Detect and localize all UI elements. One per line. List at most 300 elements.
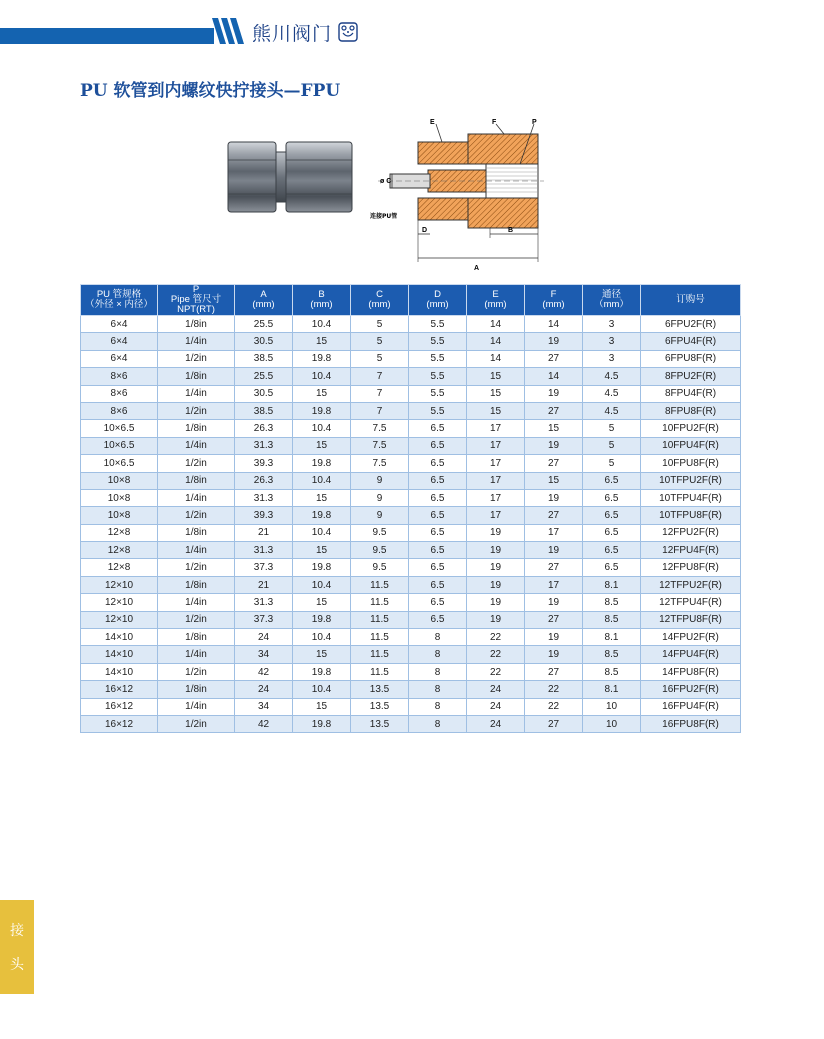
table-cell: 14FPU8F(R) (641, 663, 741, 680)
table-cell: 10×6.5 (81, 420, 158, 437)
table-cell: 15 (293, 385, 351, 402)
table-cell: 27 (525, 663, 583, 680)
table-cell: 6.5 (409, 489, 467, 506)
table-cell: 14 (525, 368, 583, 385)
column-header (409, 285, 467, 316)
table-cell: 10.4 (293, 524, 351, 541)
table-cell: 31.3 (235, 542, 293, 559)
table-cell: 19 (467, 524, 525, 541)
table-cell: 1/4in (158, 646, 235, 663)
table-row (81, 402, 741, 419)
column-header-text: (mm) (426, 299, 449, 310)
table-cell: 17 (525, 576, 583, 593)
table-cell: 17 (467, 472, 525, 489)
table-cell: 16×12 (81, 681, 158, 698)
table-cell: 16FPU2F(R) (641, 681, 741, 698)
table-cell: 25.5 (235, 316, 293, 333)
table-cell: 4.5 (583, 402, 641, 419)
page-title: PU 软管到内螺纹快拧接头—FPU (80, 81, 341, 101)
table-row (81, 594, 741, 611)
table-cell: 24 (467, 698, 525, 715)
table-cell: 26.3 (235, 420, 293, 437)
table-cell: 1/8in (158, 576, 235, 593)
table-cell: 15 (293, 646, 351, 663)
table-cell: 12FPU2F(R) (641, 524, 741, 541)
table-cell: 8 (409, 698, 467, 715)
table-cell: 14 (467, 350, 525, 367)
table-cell: 25.5 (235, 368, 293, 385)
table-cell: 39.3 (235, 455, 293, 472)
table-cell: 42 (235, 715, 293, 732)
table-cell: 19 (525, 385, 583, 402)
table-cell: 31.3 (235, 437, 293, 454)
table-cell: 1/4in (158, 489, 235, 506)
column-header-text: D (434, 289, 441, 300)
column-header-text: NPT(RT) (177, 304, 215, 315)
table-cell: 19 (467, 576, 525, 593)
section-side-tab (0, 900, 34, 994)
table-cell: 10FPU2F(R) (641, 420, 741, 437)
table-cell: 27 (525, 402, 583, 419)
table-cell: 19 (525, 333, 583, 350)
table-row (81, 646, 741, 663)
table-cell: 9.5 (351, 524, 409, 541)
table-cell: 15 (525, 420, 583, 437)
table-cell: 16FPU8F(R) (641, 715, 741, 732)
table-cell: 27 (525, 715, 583, 732)
table-cell: 5.5 (409, 368, 467, 385)
table-cell: 22 (467, 646, 525, 663)
table-cell: 11.5 (351, 663, 409, 680)
table-cell: 19.8 (293, 559, 351, 576)
column-header (351, 285, 409, 316)
table-row (81, 611, 741, 628)
table-cell: 11.5 (351, 611, 409, 628)
table-cell: 15 (293, 489, 351, 506)
table-cell: 8 (409, 681, 467, 698)
table-cell: 30.5 (235, 333, 293, 350)
table-cell: 7 (351, 402, 409, 419)
table-cell: 31.3 (235, 594, 293, 611)
table-row (81, 368, 741, 385)
column-header-text: （外径 × 内径） (85, 299, 153, 310)
table-cell: 26.3 (235, 472, 293, 489)
table-cell: 34 (235, 646, 293, 663)
table-cell: 10.4 (293, 420, 351, 437)
table-cell: 7.5 (351, 455, 409, 472)
label-f: F (492, 119, 497, 126)
column-header-text: Pipe 管尺寸 (170, 294, 222, 305)
table-cell: 6.5 (409, 455, 467, 472)
table-cell: 30.5 (235, 385, 293, 402)
table-cell: 12TFPU2F(R) (641, 576, 741, 593)
table-cell: 9 (351, 489, 409, 506)
table-cell: 10×8 (81, 507, 158, 524)
table-cell: 6.5 (583, 542, 641, 559)
table-cell: 10×6.5 (81, 455, 158, 472)
table-cell: 19.8 (293, 402, 351, 419)
table-cell: 1/2in (158, 507, 235, 524)
table-cell: 10FPU4F(R) (641, 437, 741, 454)
table-cell: 6×4 (81, 316, 158, 333)
table-row (81, 524, 741, 541)
table-cell: 3 (583, 316, 641, 333)
table-cell: 12×8 (81, 524, 158, 541)
table-cell: 8.1 (583, 629, 641, 646)
table-row (81, 542, 741, 559)
table-cell: 6.5 (409, 437, 467, 454)
table-cell: 42 (235, 663, 293, 680)
header-bar (0, 28, 214, 44)
table-cell: 8.5 (583, 611, 641, 628)
table-cell: 1/2in (158, 350, 235, 367)
table-cell: 10.4 (293, 316, 351, 333)
table-cell: 1/4in (158, 698, 235, 715)
table-cell: 8 (409, 646, 467, 663)
table-cell: 22 (525, 681, 583, 698)
table-cell: 5 (351, 350, 409, 367)
dimension-drawing (368, 112, 548, 272)
table-cell: 12×10 (81, 576, 158, 593)
table-row (81, 629, 741, 646)
table-cell: 10FPU8F(R) (641, 455, 741, 472)
table-cell: 12TFPU8F(R) (641, 611, 741, 628)
table-cell: 1/4in (158, 333, 235, 350)
table-cell: 10.4 (293, 472, 351, 489)
table-cell: 5 (351, 316, 409, 333)
column-header-text: P (192, 284, 200, 295)
table-cell: 6.5 (583, 472, 641, 489)
table-cell: 19 (525, 646, 583, 663)
table-cell: 1/8in (158, 316, 235, 333)
table-cell: 1/2in (158, 559, 235, 576)
table-cell: 1/2in (158, 611, 235, 628)
table-cell: 12FPU8F(R) (641, 559, 741, 576)
fitting-photo (222, 130, 356, 222)
column-header-text: E (492, 289, 499, 300)
table-cell: 19.8 (293, 611, 351, 628)
table-cell: 6.5 (409, 507, 467, 524)
table-cell: 10.4 (293, 576, 351, 593)
table-cell: 6FPU8F(R) (641, 350, 741, 367)
table-cell: 8 (409, 629, 467, 646)
table-cell: 8FPU8F(R) (641, 402, 741, 419)
table-cell: 10 (583, 698, 641, 715)
table-cell: 1/8in (158, 681, 235, 698)
table-cell: 14×10 (81, 629, 158, 646)
table-cell: 21 (235, 524, 293, 541)
table-cell: 39.3 (235, 507, 293, 524)
table-cell: 17 (525, 524, 583, 541)
table-cell: 8FPU2F(R) (641, 368, 741, 385)
table-cell: 5 (583, 437, 641, 454)
label-d: D (422, 227, 428, 234)
label-e: E (430, 119, 435, 126)
table-cell: 4.5 (583, 368, 641, 385)
table-cell: 19.8 (293, 507, 351, 524)
table-cell: 1/4in (158, 594, 235, 611)
table-cell: 15 (293, 542, 351, 559)
table-cell: 1/8in (158, 524, 235, 541)
column-header-text: 订购号 (676, 294, 705, 305)
table-cell: 5.5 (409, 316, 467, 333)
table-cell: 9.5 (351, 542, 409, 559)
label-b: B (508, 227, 514, 234)
column-header (641, 285, 741, 316)
table-row (81, 698, 741, 715)
table-cell: 14×10 (81, 646, 158, 663)
table-cell: 14 (467, 333, 525, 350)
table-cell: 6.5 (583, 524, 641, 541)
table-cell: 22 (467, 663, 525, 680)
table-cell: 16×12 (81, 698, 158, 715)
table-cell: 34 (235, 698, 293, 715)
table-row (81, 437, 741, 454)
table-cell: 14FPU4F(R) (641, 646, 741, 663)
table-cell: 6.5 (409, 594, 467, 611)
table-cell: 19.8 (293, 350, 351, 367)
label-c: ø C (380, 178, 392, 185)
table-cell: 19 (525, 594, 583, 611)
table-cell: 8.1 (583, 681, 641, 698)
table-cell: 12TFPU4F(R) (641, 594, 741, 611)
table-cell: 1/2in (158, 663, 235, 680)
table-cell: 1/4in (158, 437, 235, 454)
table-cell: 31.3 (235, 489, 293, 506)
table-cell: 10 (583, 715, 641, 732)
table-cell: 1/2in (158, 715, 235, 732)
table-cell: 5 (583, 420, 641, 437)
table-cell: 24 (235, 629, 293, 646)
table-cell: 1/2in (158, 402, 235, 419)
table-cell: 10.4 (293, 368, 351, 385)
table-cell: 24 (235, 681, 293, 698)
table-cell: 8.5 (583, 663, 641, 680)
table-cell: 27 (525, 350, 583, 367)
column-header (158, 285, 235, 316)
table-row (81, 715, 741, 732)
table-cell: 19 (525, 437, 583, 454)
table-row (81, 333, 741, 350)
table-cell: 6.5 (583, 489, 641, 506)
table-cell: 8 (409, 715, 467, 732)
table-cell: 10TFPU2F(R) (641, 472, 741, 489)
table-cell: 8FPU4F(R) (641, 385, 741, 402)
side-tab-char: 头 (10, 957, 24, 973)
brand-name: 熊川阀门 (252, 22, 333, 45)
column-header-text: 通径 (601, 289, 621, 300)
table-cell: 8.5 (583, 594, 641, 611)
column-header-text: F (550, 289, 557, 300)
table-cell: 38.5 (235, 402, 293, 419)
table-cell: 10×8 (81, 472, 158, 489)
column-header-text: (mm) (368, 299, 391, 310)
table-cell: 6FPU2F(R) (641, 316, 741, 333)
label-pu: 连接PU管 (370, 213, 398, 220)
table-row (81, 489, 741, 506)
column-header-text: C (376, 289, 383, 300)
table-cell: 1/2in (158, 455, 235, 472)
table-cell: 9 (351, 472, 409, 489)
table-cell: 5.5 (409, 385, 467, 402)
stripes-logo-icon (212, 18, 250, 44)
table-cell: 17 (467, 420, 525, 437)
table-cell: 6.5 (409, 611, 467, 628)
table-cell: 6×4 (81, 333, 158, 350)
table-cell: 15 (525, 472, 583, 489)
table-row (81, 559, 741, 576)
table-cell: 8×6 (81, 368, 158, 385)
table-row (81, 350, 741, 367)
table-cell: 37.3 (235, 559, 293, 576)
column-header-text: A (260, 289, 267, 300)
table-cell: 16FPU4F(R) (641, 698, 741, 715)
table-cell: 7.5 (351, 437, 409, 454)
table-cell: 19.8 (293, 715, 351, 732)
table-header-row (81, 285, 741, 316)
table-cell: 24 (467, 715, 525, 732)
table-cell: 19 (525, 629, 583, 646)
table-cell: 27 (525, 455, 583, 472)
table-cell: 1/8in (158, 472, 235, 489)
table-cell: 6.5 (409, 559, 467, 576)
table-cell: 3 (583, 350, 641, 367)
table-cell: 27 (525, 611, 583, 628)
column-header-text: (mm) (310, 299, 333, 310)
table-cell: 11.5 (351, 646, 409, 663)
table-cell: 13.5 (351, 715, 409, 732)
table-cell: 14FPU2F(R) (641, 629, 741, 646)
table-cell: 19 (525, 489, 583, 506)
table-cell: 1/8in (158, 420, 235, 437)
table-cell: 6.5 (409, 576, 467, 593)
table-cell: 9 (351, 507, 409, 524)
table-cell: 21 (235, 576, 293, 593)
table-row (81, 455, 741, 472)
table-cell: 19 (467, 611, 525, 628)
table-cell: 38.5 (235, 350, 293, 367)
table-cell: 4.5 (583, 385, 641, 402)
table-cell: 19 (467, 542, 525, 559)
table-cell: 3 (583, 333, 641, 350)
table-cell: 8.5 (583, 646, 641, 663)
table-cell: 6.5 (409, 524, 467, 541)
table-cell: 17 (467, 489, 525, 506)
column-header (235, 285, 293, 316)
table-cell: 6FPU4F(R) (641, 333, 741, 350)
column-header (81, 285, 158, 316)
table-cell: 9.5 (351, 559, 409, 576)
label-p: P (532, 119, 537, 126)
table-cell: 22 (467, 629, 525, 646)
table-cell: 7 (351, 385, 409, 402)
table-cell: 8.1 (583, 576, 641, 593)
column-header-text: B (318, 289, 325, 300)
table-cell: 11.5 (351, 576, 409, 593)
table-cell: 6.5 (583, 559, 641, 576)
table-row (81, 420, 741, 437)
column-header-text: PU 管规格 (96, 289, 142, 300)
table-row (81, 472, 741, 489)
spec-table (80, 284, 741, 733)
table-cell: 1/8in (158, 368, 235, 385)
table-cell: 11.5 (351, 594, 409, 611)
column-header (525, 285, 583, 316)
table-cell: 10×6.5 (81, 437, 158, 454)
brand (252, 18, 358, 46)
table-cell: 5.5 (409, 350, 467, 367)
table-cell: 15 (467, 385, 525, 402)
table-cell: 8×6 (81, 402, 158, 419)
table-cell: 13.5 (351, 681, 409, 698)
table-cell: 5 (583, 455, 641, 472)
column-header-text: (mm) (484, 299, 507, 310)
table-cell: 6.5 (409, 542, 467, 559)
table-cell: 17 (467, 437, 525, 454)
column-header-text: (mm) (542, 299, 565, 310)
table-cell: 8×6 (81, 385, 158, 402)
table-cell: 17 (467, 507, 525, 524)
table-cell: 14 (467, 316, 525, 333)
column-header (293, 285, 351, 316)
side-tab-char: 接 (10, 923, 24, 939)
table-cell: 10.4 (293, 681, 351, 698)
table-cell: 24 (467, 681, 525, 698)
table-cell: 5 (351, 333, 409, 350)
table-cell: 10TFPU4F(R) (641, 489, 741, 506)
table-cell: 1/8in (158, 629, 235, 646)
table-cell: 15 (293, 333, 351, 350)
table-cell: 12×8 (81, 542, 158, 559)
table-cell: 1/4in (158, 542, 235, 559)
table-cell: 19 (525, 542, 583, 559)
bear-logo-icon (338, 22, 358, 42)
column-header (467, 285, 525, 316)
table-cell: 27 (525, 507, 583, 524)
label-a: A (474, 265, 480, 272)
column-header-text: (mm) (252, 299, 275, 310)
table-cell: 14 (525, 316, 583, 333)
table-cell: 37.3 (235, 611, 293, 628)
table-cell: 12×8 (81, 559, 158, 576)
table-cell: 5.5 (409, 402, 467, 419)
table-cell: 22 (525, 698, 583, 715)
table-cell: 13.5 (351, 698, 409, 715)
table-cell: 7.5 (351, 420, 409, 437)
table-cell: 8 (409, 663, 467, 680)
column-header-text: （mm） (594, 299, 629, 310)
table-row (81, 681, 741, 698)
table-row (81, 385, 741, 402)
table-cell: 6.5 (583, 507, 641, 524)
table-cell: 16×12 (81, 715, 158, 732)
table-cell: 19.8 (293, 455, 351, 472)
column-header (583, 285, 641, 316)
table-cell: 10×8 (81, 489, 158, 506)
table-cell: 7 (351, 368, 409, 385)
table-row (81, 576, 741, 593)
table-cell: 12×10 (81, 594, 158, 611)
table-cell: 6×4 (81, 350, 158, 367)
table-cell: 1/4in (158, 385, 235, 402)
table-cell: 6.5 (409, 420, 467, 437)
table-cell: 27 (525, 559, 583, 576)
table-cell: 17 (467, 455, 525, 472)
table-cell: 6.5 (409, 472, 467, 489)
table-cell: 10TFPU8F(R) (641, 507, 741, 524)
table-cell: 14×10 (81, 663, 158, 680)
table-row (81, 663, 741, 680)
